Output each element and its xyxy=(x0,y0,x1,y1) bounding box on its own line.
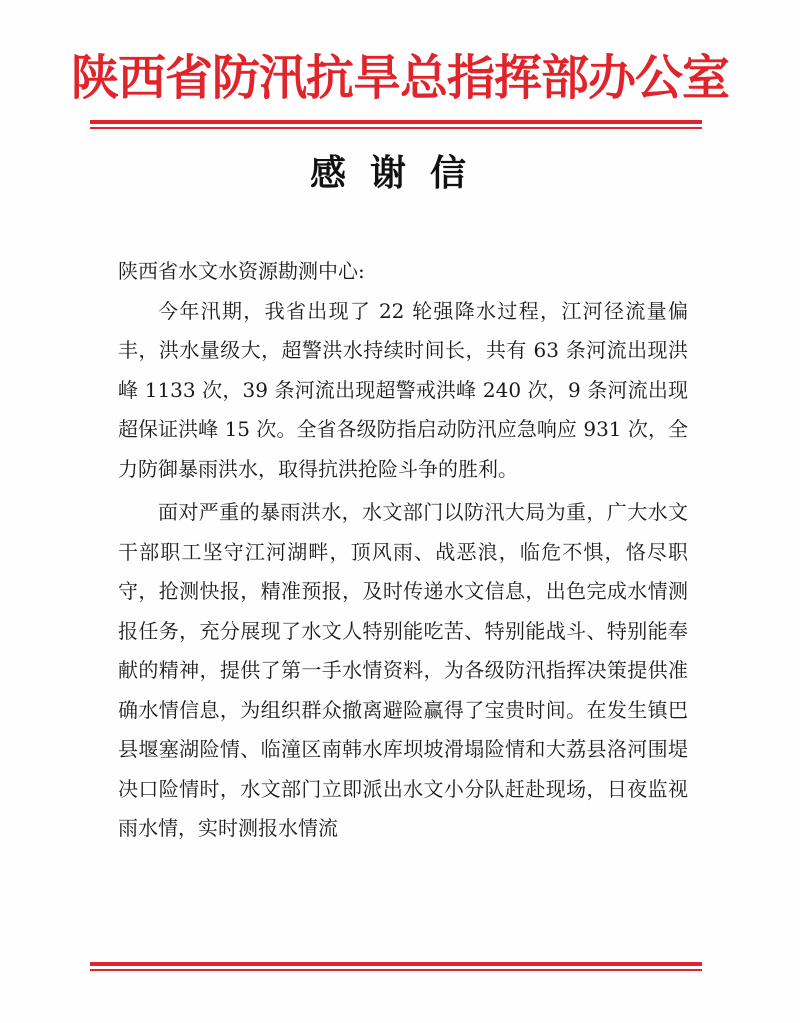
document-title: 感谢信 xyxy=(309,153,490,194)
letter-paragraph-1: 今年汛期，我省出现了 22 轮强降水过程，江河径流量偏丰，洪水量级大，超警洪水持续时间长，共有 63 条河流出现洪峰 1133 次，39 条河流出现超警戒洪峰 240 次，9 条河流出现超保证洪峰 15 次。全省各级防指启动防汛应急响应 931 次，全力防御暴雨洪水，取得抗洪抢险斗争的胜利。 xyxy=(118,298,688,481)
organization-header: 陕西省防汛抗旱总指挥部办公室 xyxy=(70,50,729,106)
header-rule-thin xyxy=(90,127,702,129)
letter-paragraph-2: 面对严重的暴雨洪水，水文部门以防汛大局为重，广大水文干部职工坚守江河湖畔，顶风雨、战恶浪，临危不惧，恪尽职守，抢测快报，精准预报，及时传递水文信息，出色完成水情测报任务，充分展现了水文人特别能吃苦、特别能战斗、特别能奉献的精神，提供了第一手水情资料，为各级防汛指挥决策提供准确水情信息，为组织群众撤离避险赢得了宝贵时间。在发生镇巴县堰塞湖险情、临潼区南韩水库坝坡滑塌险情和大荔县洛河围堤决口险情时，水文部门立即派出水文小分队赶赴现场，日夜监视雨水情，实时测报水情流 xyxy=(118,500,688,840)
header-rule-thick xyxy=(90,120,702,124)
letter-salutation: 陕西省水文水资源勘测中心: xyxy=(118,259,365,283)
letter-body xyxy=(118,252,688,849)
footer-rule-thin xyxy=(90,969,702,971)
footer-rule-thick xyxy=(90,962,702,966)
